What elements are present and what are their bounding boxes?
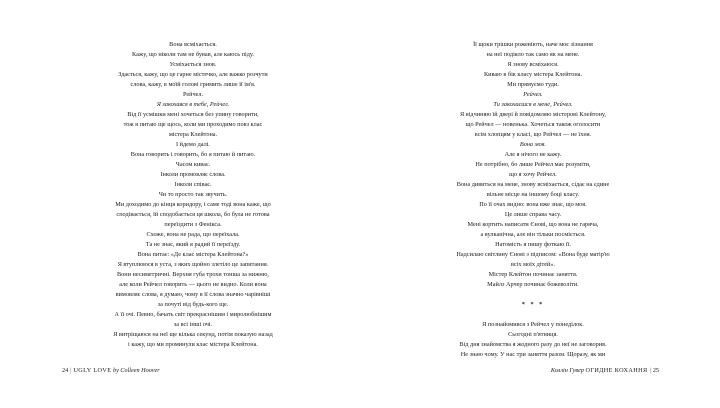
- text-line: сподівається, їй сподобається ця школа, бо була не готова: [116, 211, 270, 218]
- text-line: Чи то просто так звучить.: [158, 191, 228, 198]
- text-line: а вулканічна, але він тільки посміється.: [480, 231, 586, 238]
- text-line: переїздити з Фенікса.: [164, 221, 222, 228]
- text-line: По її очах видно: вона вже знає, що моя.: [479, 201, 587, 208]
- text-line: що Рейчел — новенька. Хочеться також оголосити: [465, 121, 601, 128]
- text-line: Надсилаю світлину Єнові з підписом: «Вона буде матір'ю: [456, 251, 610, 258]
- right-page-footer: [551, 366, 659, 375]
- running-author: Коллін Гувер: [550, 367, 584, 374]
- text-line: Сьогодні п'ятниця.: [508, 331, 558, 338]
- text-line: Вона дивиться на мене, знову всміхається, сідає на єдине: [456, 181, 610, 188]
- text-line: але коли Рейчел говорить — цього не видно. Коли вона: [119, 281, 267, 288]
- text-line: слова, кажу, в моїй голові гримить лише її ім'я.: [130, 81, 256, 88]
- text-line: Її щоки трішки рожевіють, наче моє зізнання: [473, 41, 593, 48]
- footer-separator: |: [70, 367, 72, 374]
- text-line: Ми доходимо до кінця коридору, і саме тоді вона каже, що: [115, 201, 271, 208]
- text-line: Рейчел.: [182, 91, 204, 98]
- text-line: містера Клейтона.: [168, 131, 218, 138]
- text-line: вимовляє слова, я думаю, чому в її слова значно чарівніші: [115, 291, 271, 298]
- left-page-footer: [62, 366, 160, 375]
- text-line: Я закохався в тебе, Рейчел.: [156, 101, 230, 108]
- text-line: Мені кортить написати Єнові, що вона не гаряча,: [467, 221, 599, 228]
- text-line: Не потрібно, бо лише Рейчел має розуміти,: [475, 161, 591, 168]
- text-line: Здається, кажу, що це гарне містечко, але важко розчути: [118, 71, 268, 78]
- text-line: за почуті від будь-кого ще.: [157, 301, 229, 308]
- text-line: Інколи промовляє слова.: [160, 171, 226, 178]
- text-line: Схоже, вона не рада, що переїхала.: [146, 231, 240, 238]
- text-line: Натомість я пишу фоткаю її.: [495, 241, 571, 248]
- text-line: Я знову всміхаюся.: [507, 61, 559, 68]
- right-page-text: [436, 40, 630, 360]
- text-line: Вона говорить і говорить, бо я питаю й питаю.: [130, 151, 256, 158]
- text-line: Та не знає, який я радий її переїзду.: [145, 241, 241, 248]
- text-line: Вона всміхається.: [169, 41, 217, 48]
- text-line: Від дня знайомства я жодного разу до неї не заговорив.: [459, 341, 607, 348]
- text-line: [436, 310, 630, 320]
- text-line: вільне місце на іншому боці класу.: [486, 191, 580, 198]
- text-line: Вони несиметричні. Верхня губа трохи тонша за нижню,: [117, 271, 269, 278]
- running-title: UGLY LOVE: [73, 367, 112, 374]
- text-line: Усміхається знов.: [169, 61, 217, 68]
- text-line: Я витріщаюся на неї ще кілька секунд, потім показую назад: [113, 331, 273, 338]
- text-line: І йдемо далі.: [175, 141, 210, 148]
- text-line: Киваю в бік класу містера Клейтона.: [483, 71, 583, 78]
- text-line: тож я питаю ще щось, коли ми проходимо повз клас: [123, 121, 263, 128]
- text-line: Від її усмішки мені хочеться без упину говорити,: [127, 111, 259, 118]
- text-line: Я познайомився з Рейчел у понеділок.: [482, 321, 584, 328]
- text-line: Не знаю чому. У нас три заняття разом. Щоразу, як ми: [460, 351, 606, 358]
- page-number: 24: [62, 367, 69, 374]
- text-line: всім хлопцям у класі, що Рейчел — не їхня.: [474, 131, 592, 138]
- left-page-text: [96, 40, 290, 350]
- text-line: А її очі. Певно, бачать світ прекраснішим і миролюбнішим: [114, 311, 272, 318]
- text-line: Інколи співає.: [174, 181, 212, 188]
- text-line: Кажу, що ніколи там не бував, але каюсь піду.: [132, 51, 254, 58]
- text-line: на неї подіяло так само як на мене.: [486, 51, 580, 58]
- running-author: by Colleen Hoover: [112, 367, 160, 374]
- text-line: [436, 290, 630, 300]
- footer-separator: |: [649, 367, 651, 374]
- text-line: Вона питає: «Де клас містера Клейтона?»: [137, 251, 249, 258]
- text-line: Містер Клейтон починає заняття.: [488, 271, 578, 278]
- text-line: Часом киває.: [175, 161, 211, 168]
- text-line: всіх моїх дітей».: [510, 261, 556, 268]
- text-line: Але я нічого не кажу.: [504, 151, 562, 158]
- text-line: Ми прямуємо туди.: [507, 81, 559, 88]
- text-line: Це лише справа часу.: [504, 211, 562, 218]
- text-line: Вона моя.: [519, 141, 547, 148]
- page-number: 25: [652, 367, 659, 374]
- text-line: Я втуплююся в уста, з яких щойно злетіло це запитання.: [117, 261, 269, 268]
- text-line: Рейчел.: [523, 91, 543, 98]
- text-line: і кажу, що ми проминули клас містера Клейтона.: [128, 341, 258, 348]
- section-break: * * *: [521, 301, 545, 308]
- running-title: ОГИДНЕ КОХАННЯ: [585, 367, 648, 374]
- text-line: за всі інші очі.: [173, 321, 213, 328]
- text-line: Я відчиняю їй двері й повідомляю містерові Клейтону,: [460, 111, 606, 118]
- right-page: [360, 0, 720, 408]
- text-line: що я хочу Рейчел.: [509, 171, 557, 178]
- text-line: Майлз Арчер починає божеволіти.: [487, 281, 579, 288]
- text-line: Ти закохаєшся в мене, Рейчел.: [493, 101, 573, 108]
